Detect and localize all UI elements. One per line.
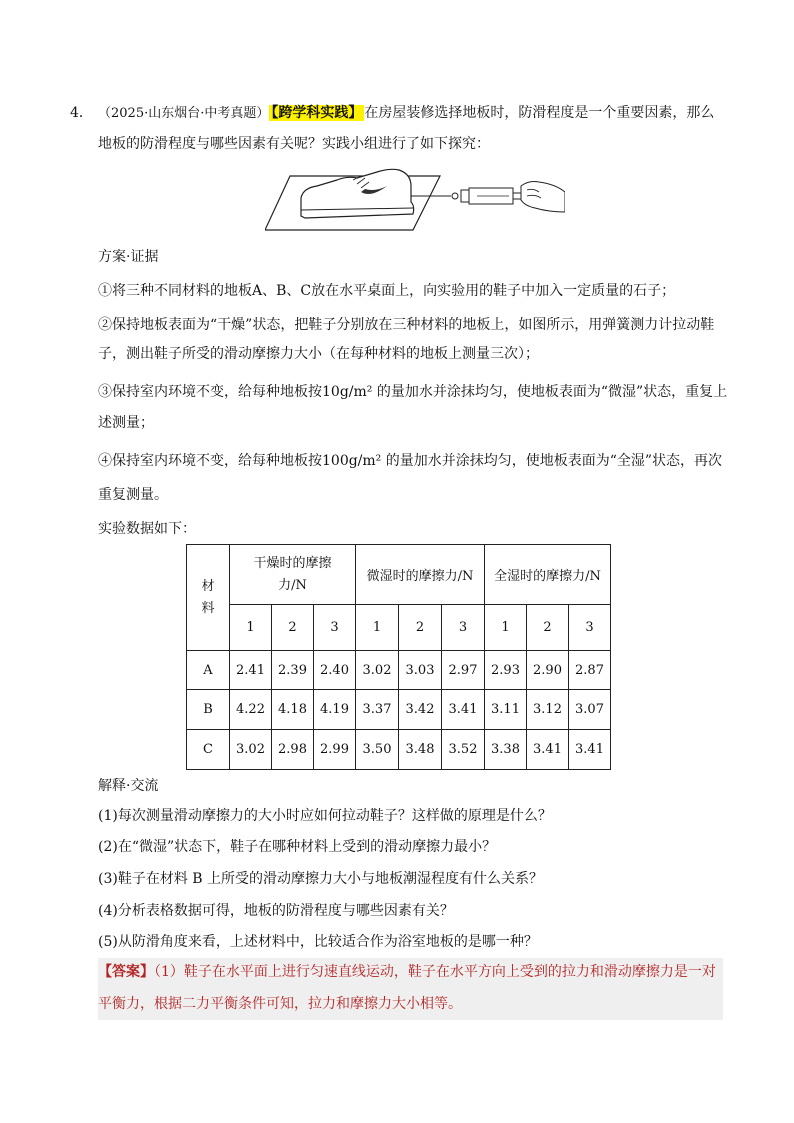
value-cell: 4.19 bbox=[314, 690, 356, 730]
answer-line-1 bbox=[98, 962, 716, 982]
table-header-row bbox=[187, 545, 611, 605]
value-cell: 3.50 bbox=[356, 730, 399, 770]
value-cell: 2.39 bbox=[272, 651, 314, 690]
table-row bbox=[187, 730, 611, 770]
value-cell: 3.07 bbox=[569, 690, 611, 730]
answer-label: 【答案】 bbox=[98, 964, 154, 980]
value-cell: 3.41 bbox=[442, 690, 485, 730]
value-cell: 4.18 bbox=[272, 690, 314, 730]
hand-icon bbox=[521, 182, 565, 213]
value-cell: 2.99 bbox=[314, 730, 356, 770]
friction-data-table bbox=[186, 544, 611, 770]
trial-number: 1 bbox=[230, 605, 272, 651]
answer-box bbox=[98, 958, 723, 1020]
answer-line-2: 平衡力，根据二力平衡条件可知，拉力和摩擦力大小相等。 bbox=[98, 996, 462, 1012]
question-number: 4． bbox=[70, 105, 93, 121]
value-cell: 3.37 bbox=[356, 690, 399, 730]
trial-number: 3 bbox=[442, 605, 485, 651]
value-cell: 2.98 bbox=[272, 730, 314, 770]
material-cell: A bbox=[187, 651, 230, 690]
material-cell: B bbox=[187, 690, 230, 730]
value-cell: 2.93 bbox=[485, 651, 527, 690]
plan-step-4-cont: 重复测量。 bbox=[98, 487, 168, 503]
value-cell: 3.48 bbox=[399, 730, 442, 770]
material-cell: C bbox=[187, 730, 230, 770]
subject-tag: 【跨学科实践】 bbox=[271, 105, 363, 121]
trial-number-row bbox=[187, 605, 611, 651]
plan-step-3: ③保持室内环境不变，给每种地板按10g/m² 的量加水并涂抹均匀，使地板表面为“微湿”状态，重复上 bbox=[98, 384, 728, 400]
material-header: 材料 bbox=[187, 545, 230, 651]
value-cell: 3.03 bbox=[399, 651, 442, 690]
value-cell: 2.97 bbox=[442, 651, 485, 690]
value-cell: 2.90 bbox=[527, 651, 569, 690]
value-cell: 3.12 bbox=[527, 690, 569, 730]
trial-number: 3 bbox=[314, 605, 356, 651]
damp-header: 微湿时的摩擦力/N bbox=[356, 545, 485, 605]
question-source: （2025·山东烟台·中考真题） bbox=[98, 106, 270, 121]
table-row bbox=[187, 690, 611, 730]
value-cell: 3.41 bbox=[527, 730, 569, 770]
question-intro-line-2: 地板的防滑程度与哪些因素有关呢？实践小组进行了如下探究： bbox=[98, 136, 490, 152]
trial-number: 1 bbox=[485, 605, 527, 651]
plan-step-4: ④保持室内环境不变，给每种地板按100g/m² 的量加水并涂抹均匀，使地板表面为“全湿”状态，再次 bbox=[98, 453, 723, 469]
wet-header: 全湿时的摩擦力/N bbox=[485, 545, 611, 605]
spring-scale-icon bbox=[452, 188, 521, 204]
value-cell: 2.41 bbox=[230, 651, 272, 690]
value-cell: 3.02 bbox=[230, 730, 272, 770]
value-cell: 3.11 bbox=[485, 690, 527, 730]
intro-text: 在房屋装修选择地板时，防滑程度是一个重要因素，那么 bbox=[364, 105, 715, 121]
trial-number: 1 bbox=[356, 605, 399, 651]
table-row bbox=[187, 651, 611, 690]
value-cell: 3.02 bbox=[356, 651, 399, 690]
trial-number: 2 bbox=[272, 605, 314, 651]
trial-number: 2 bbox=[527, 605, 569, 651]
value-cell: 2.40 bbox=[314, 651, 356, 690]
plan-step-1: ①将三种不同材料的地板A、B、C放在水平桌面上，向实验用的鞋子中加入一定质量的石子； bbox=[98, 283, 676, 299]
discussion-q2: (2)在“微湿”状态下，鞋子在哪种材料上受到的滑动摩擦力最小？ bbox=[98, 839, 497, 855]
experiment-figure bbox=[265, 162, 565, 234]
answer-text: （1）鞋子在水平面上进行匀速直线运动，鞋子在水平方向上受到的拉力和滑动摩擦力是一对 bbox=[154, 964, 716, 980]
discussion-q1: (1)每次测量滑动摩擦力的大小时应如何拉动鞋子？这样做的原理是什么？ bbox=[98, 808, 552, 824]
plan-step-3-cont: 述测量； bbox=[98, 415, 154, 431]
plan-heading: 方案·证据 bbox=[98, 249, 159, 265]
discussion-q5: (5)从防滑角度来看，上述材料中，比较适合作为浴室地板的是哪一种？ bbox=[98, 934, 538, 950]
value-cell: 2.87 bbox=[569, 651, 611, 690]
table-caption: 实验数据如下： bbox=[98, 521, 196, 537]
plan-step-2: ②保持地板表面为“干燥”状态，把鞋子分别放在三种材料的地板上，如图所示，用弹簧测力计拉动鞋 bbox=[98, 317, 715, 333]
discussion-heading: 解释·交流 bbox=[98, 778, 159, 794]
dry-header: 干燥时的摩擦力/N bbox=[230, 545, 356, 605]
value-cell: 3.38 bbox=[485, 730, 527, 770]
value-cell: 3.52 bbox=[442, 730, 485, 770]
trial-number: 2 bbox=[399, 605, 442, 651]
trial-number: 3 bbox=[569, 605, 611, 651]
discussion-q3: (3)鞋子在材料 B 上所受的滑动摩擦力大小与地板潮湿程度有什么关系？ bbox=[98, 871, 544, 887]
value-cell: 3.41 bbox=[569, 730, 611, 770]
value-cell: 3.42 bbox=[399, 690, 442, 730]
plan-step-2-cont: 子，测出鞋子所受的滑动摩擦力大小（在每种材料的地板上测量三次）； bbox=[98, 346, 539, 362]
discussion-q4: (4)分析表格数据可得，地板的防滑程度与哪些因素有关？ bbox=[98, 903, 454, 919]
value-cell: 4.22 bbox=[230, 690, 272, 730]
question-intro-line-1 bbox=[98, 103, 714, 124]
